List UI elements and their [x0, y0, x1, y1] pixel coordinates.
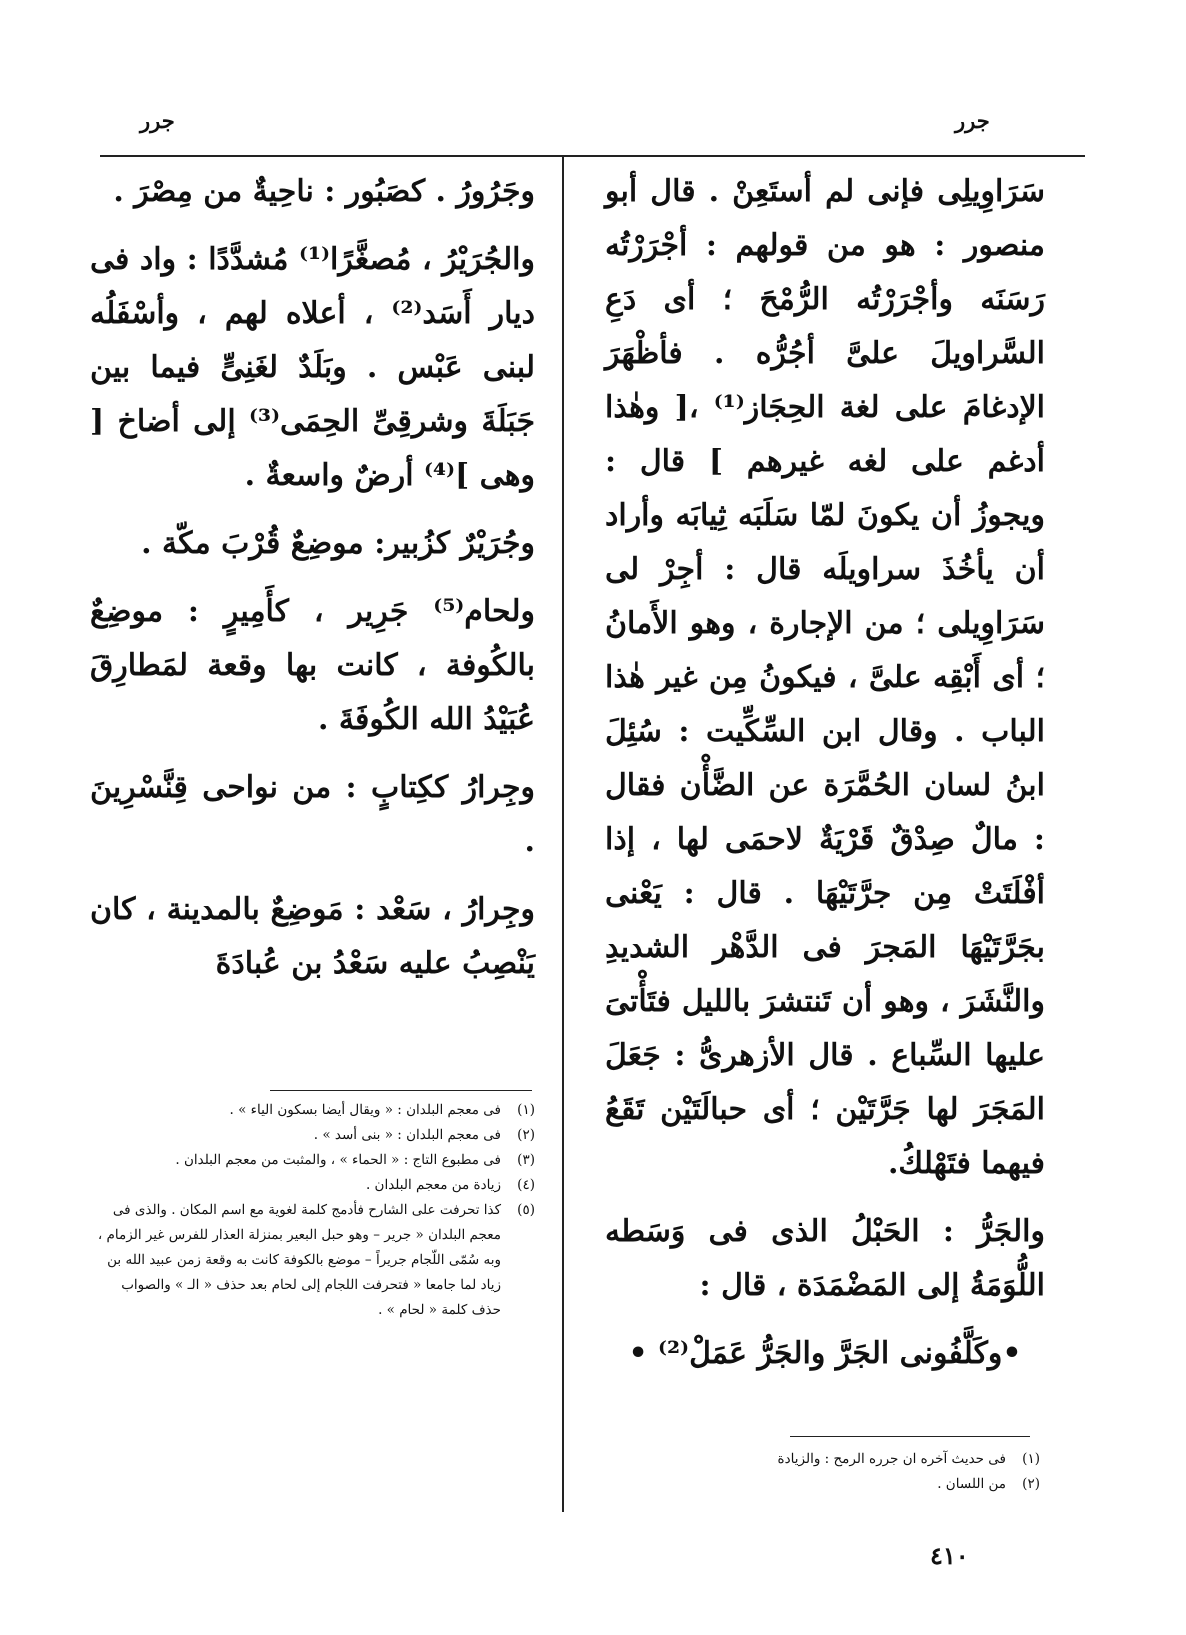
- footnote-text: فى معجم البلدان : « ويقال أيضا بسكون الياء » .: [229, 1102, 501, 1118]
- paragraph: وجَرُورُ . كصَبُور : ناحِيةٌ من مِصْرَ .: [113, 174, 535, 209]
- footnote-text: من اللسان .: [937, 1476, 1006, 1492]
- right-column: [605, 165, 1045, 1395]
- paragraph: والجَرُّ : الحَبْلُ الذى فى وَسَطه اللُّوَمَةُ إلى المَضْمَدَة ، قال :: [605, 1214, 1045, 1303]
- footnote-number: (٤): [517, 1177, 535, 1193]
- footnote-text: فى معجم البلدان : « بنى أسد » .: [313, 1127, 501, 1143]
- footnote: [640, 1447, 1040, 1472]
- verse-line: •وكَلَّفُونى الجَرَّ والجَرُّ عَمَلْ⁽²⁾ •: [628, 1336, 1022, 1371]
- footnote: [95, 1098, 535, 1123]
- footnote-text: زيادة من معجم البلدان .: [365, 1177, 501, 1193]
- footnote-number: (١): [1022, 1451, 1040, 1467]
- footnote-text: كذا تحرفت على الشارح فأدمج كلمة لغوية مع اسم المكان . والذى فى معجم البلدان « جرير – وهو حبل البعير بمنزلة العذار للفرس غير الزمام ، وبه سُمّى اللّجام جريراً – موضع بالكوفة كانت به وقعة زمن عبيد الله بن زياد لما جامعا « فتحرفت اللجام إلى لحام بعد حذف « الـ » والصواب حذف كلمة « لحام » .: [97, 1202, 501, 1318]
- footnote-number: (٢): [1022, 1476, 1040, 1492]
- footnote-number: (٢): [517, 1127, 535, 1143]
- footnote: [95, 1173, 535, 1198]
- footnote: [640, 1472, 1040, 1497]
- left-column: [90, 165, 535, 1005]
- paragraph: وجُرَيْرٌ كزُبير: موضِعٌ قُرْبَ مكّة .: [141, 526, 535, 561]
- footnote-rule-left: [270, 1090, 532, 1091]
- paragraph: والجُرَيْرُ ، مُصغَّرًا⁽¹⁾ مُشدَّدًا : واد فى ديار أَسَد⁽²⁾ ، أعلاه لهم ، وأسْفَلُه لبنى عَبْس . وبَلَدٌ لغَنِىٍّ فيما بين جَبَلَةَ وشرقِىِّ الحِمَى⁽³⁾ إلى أضاخ [ وهى ]⁽⁴⁾ أرضٌ واسعةٌ .: [90, 242, 535, 493]
- footnote-rule-right: [790, 1436, 1030, 1437]
- paragraph: سَرَاوِيلِى فإنى لم أستَعِنْ . قال أبو منصور : هو من قولهم : أجْرَرْتُه رَسَنَه وأجْرَرْتُه الرُّمْحَ ؛ أى دَعِ السَّراويلَ علىَّ أجُرُّه . فأظْهَرَ الإدغامَ على لغة الحِجَاز⁽¹⁾ ،[ وهٰذا أدغم على لغه غيرهم ] قال : ويجوزُ أن يكونَ لمّا سَلَبَه ثِيابَه وأراد أن يأخُذَ سراويلَه قال : أجِرْ لى سَرَاوِيلى ؛ من الإجارة ، وهو الأَمانُ ؛ أى أَبْقِه علىَّ ، فيكونُ مِن غير هٰذا الباب . وقال ابن السِّكِّيت : سُئِلَ ابنُ لسان الحُمَّرَة عن الضَّأْن فقال : مالٌ صِدْقٌ قَرْيَةٌ لاحمَى لها ، إذا أفْلَتَتْ مِن جرَّتَيْهَا . قال : يَعْنى بجَرَّتَيْهَا المَجرَ فى الدَّهْر الشديدِ والنَّشَرَ ، وهو أن تَنتشرَ بالليل فتَأْتىَ عليها السِّباع . قال الأزهرىُّ : جَعَلَ المَجَرَ لها جَرَّتَيْن ؛ أى حبالَتَيْن تَقَعُ فيهما فتَهْلكُ.: [605, 174, 1046, 1181]
- page-number: ٤١٠: [930, 1541, 969, 1570]
- paragraph: وجِرارُ ، سَعْد : مَوضِعٌ بالمدينة ، كان يَنْصِبُ عليه سَعْدُ بن عُبادَةَ: [90, 892, 535, 981]
- running-header-right: جرر: [955, 108, 990, 133]
- footnote-number: (٥): [517, 1202, 535, 1218]
- footnotes-right: [640, 1447, 1040, 1497]
- footnote-text: فى حديث آخره ان جرره الرمح : والزيادة: [777, 1451, 1006, 1467]
- paragraph: وجِرارُ ككِتابٍ : من نواحى قِنَّسْرِينَ .: [90, 770, 535, 859]
- paragraph: ولحام⁽⁵⁾ جَرِير ، كأَمِيرٍ : موضِعٌ بالكُوفة ، كانت بها وقعة لمَطارِقَ عُبَيْدُ الله الكُوفَةَ .: [90, 594, 535, 737]
- header-rule: [100, 155, 1085, 157]
- footnote-number: (٣): [517, 1152, 535, 1168]
- footnote: [95, 1123, 535, 1148]
- footnote-text: فى مطبوع التاج : « الحماء » ، والمثبت من معجم البلدان .: [175, 1152, 501, 1168]
- footnote: [95, 1198, 535, 1323]
- column-divider: [562, 157, 564, 1512]
- footnotes-left: [95, 1098, 535, 1323]
- footnote: [95, 1148, 535, 1173]
- running-header-left: جرر: [140, 108, 175, 133]
- footnote-number: (١): [517, 1102, 535, 1118]
